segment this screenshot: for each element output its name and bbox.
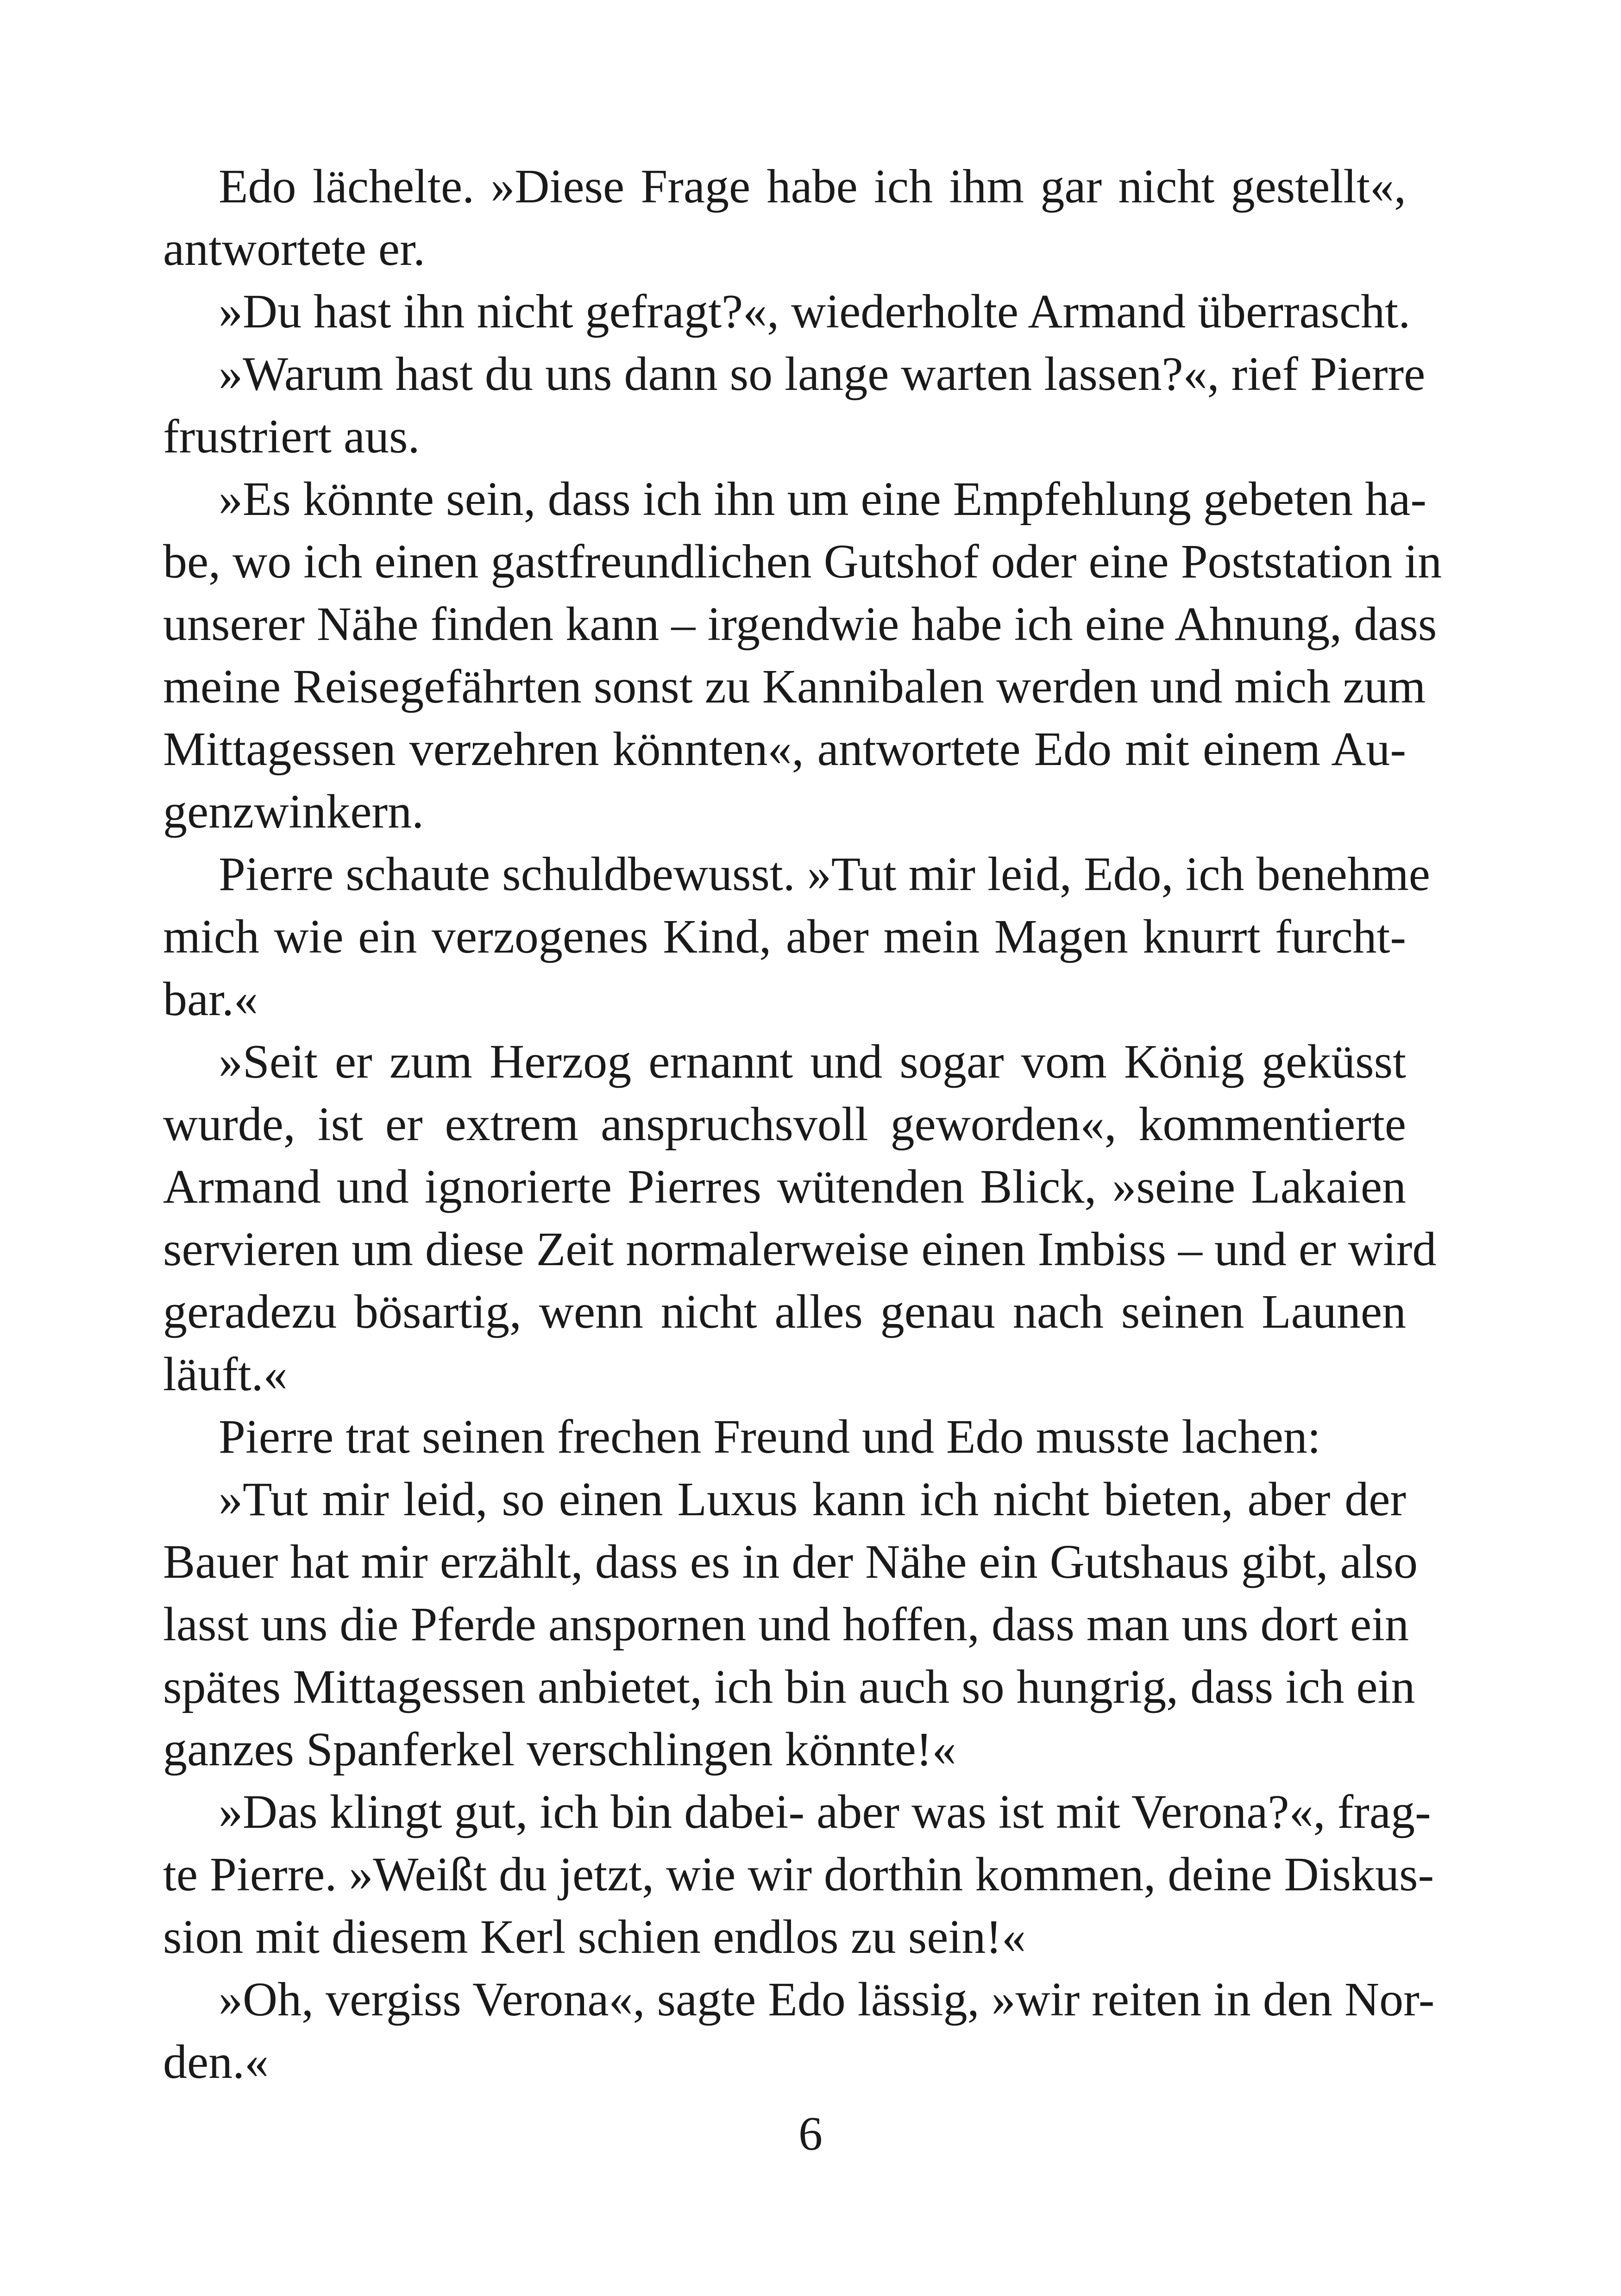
paragraph xyxy=(163,1468,1418,1781)
text-line: frustriert aus. xyxy=(163,410,420,463)
paragraph xyxy=(163,343,1426,468)
text-line: servieren um diese Zeit normalerweise einen Imbiss – und er wird xyxy=(163,1223,1437,1276)
paragraph xyxy=(163,1030,1437,1405)
text-line: Mittagessen verzehren könnten«, antwortete Edo mit einem Au- xyxy=(163,722,1406,776)
text-line: den.« xyxy=(163,2035,269,2089)
text-line: »Das klingt gut, ich bin dabei- aber was ist mit Verona?«, frag- xyxy=(219,1785,1431,1838)
paragraph xyxy=(163,280,1411,343)
text-line: »Warum hast du uns dann so lange warten lassen?«, rief Pierre xyxy=(219,347,1426,401)
book-page-body xyxy=(163,155,1442,2093)
paragraph xyxy=(163,155,1406,280)
text-line: »Tut mir leid, so einen Luxus kann ich nicht bieten, aber der xyxy=(219,1473,1406,1526)
text-line: Pierre schaute schuldbewusst. »Tut mir leid, Edo, ich benehme xyxy=(219,847,1430,901)
text-line: lasst uns die Pferde anspornen und hoffen, dass man uns dort ein xyxy=(163,1598,1409,1651)
text-line: geradezu bösartig, wenn nicht alles genau nach seinen Launen xyxy=(163,1285,1406,1338)
text-line: unserer Nähe finden kann – irgendwie habe ich eine Ahnung, dass xyxy=(163,597,1437,651)
text-line: spätes Mittagessen anbietet, ich bin auch so hungrig, dass ich ein xyxy=(163,1660,1415,1713)
page-number: 6 xyxy=(798,2107,823,2160)
text-line: Pierre trat seinen frechen Freund und Edo musste lachen: xyxy=(219,1410,1321,1463)
paragraph xyxy=(163,1968,1435,2093)
text-line: genzwinkern. xyxy=(163,785,424,838)
text-line: mich wie ein verzogenes Kind, aber mein Magen knurrt furcht- xyxy=(163,910,1406,963)
text-line: wurde, ist er extrem anspruchsvoll geworden«, kommentierte xyxy=(163,1098,1406,1151)
paragraph xyxy=(163,1405,1406,1468)
text-line: be, wo ich einen gastfreundlichen Gutshof oder eine Poststation in xyxy=(163,535,1442,588)
text-line: sion mit diesem Kerl schien endlos zu sein!« xyxy=(163,1910,1026,1964)
text-line: te Pierre. »Weißt du jetzt, wie wir dorthin kommen, deine Diskus- xyxy=(163,1848,1434,1901)
text-line: »Seit er zum Herzog ernannt und sogar vom König geküsst xyxy=(219,1035,1406,1088)
paragraph xyxy=(163,468,1442,843)
text-line: meine Reisegefährten sonst zu Kannibalen werden und mich zum xyxy=(163,660,1426,713)
text-line: ganzes Spanferkel verschlingen könnte!« xyxy=(163,1723,956,1776)
text-line: »Du hast ihn nicht gefragt?«, wiederholte Armand überrascht. xyxy=(219,285,1411,338)
text-line: antwortete er. xyxy=(163,222,425,276)
text-line: Armand und ignorierte Pierres wütenden Blick, »seine Lakaien xyxy=(163,1160,1406,1213)
text-line: »Es könnte sein, dass ich ihn um eine Empfehlung gebeten ha- xyxy=(219,472,1427,526)
paragraph xyxy=(163,843,1430,1030)
text-line: Bauer hat mir erzählt, dass es in der Nähe ein Gutshaus gibt, also xyxy=(163,1535,1418,1588)
text-line: läuft.« xyxy=(163,1348,288,1401)
text-line: Edo lächelte. »Diese Frage habe ich ihm gar nicht gestellt«, xyxy=(219,160,1406,213)
paragraph xyxy=(163,1781,1434,1968)
text-line: bar.« xyxy=(163,972,258,1026)
text-line: »Oh, vergiss Verona«, sagte Edo lässig, »wir reiten in den Nor- xyxy=(219,1973,1435,2026)
